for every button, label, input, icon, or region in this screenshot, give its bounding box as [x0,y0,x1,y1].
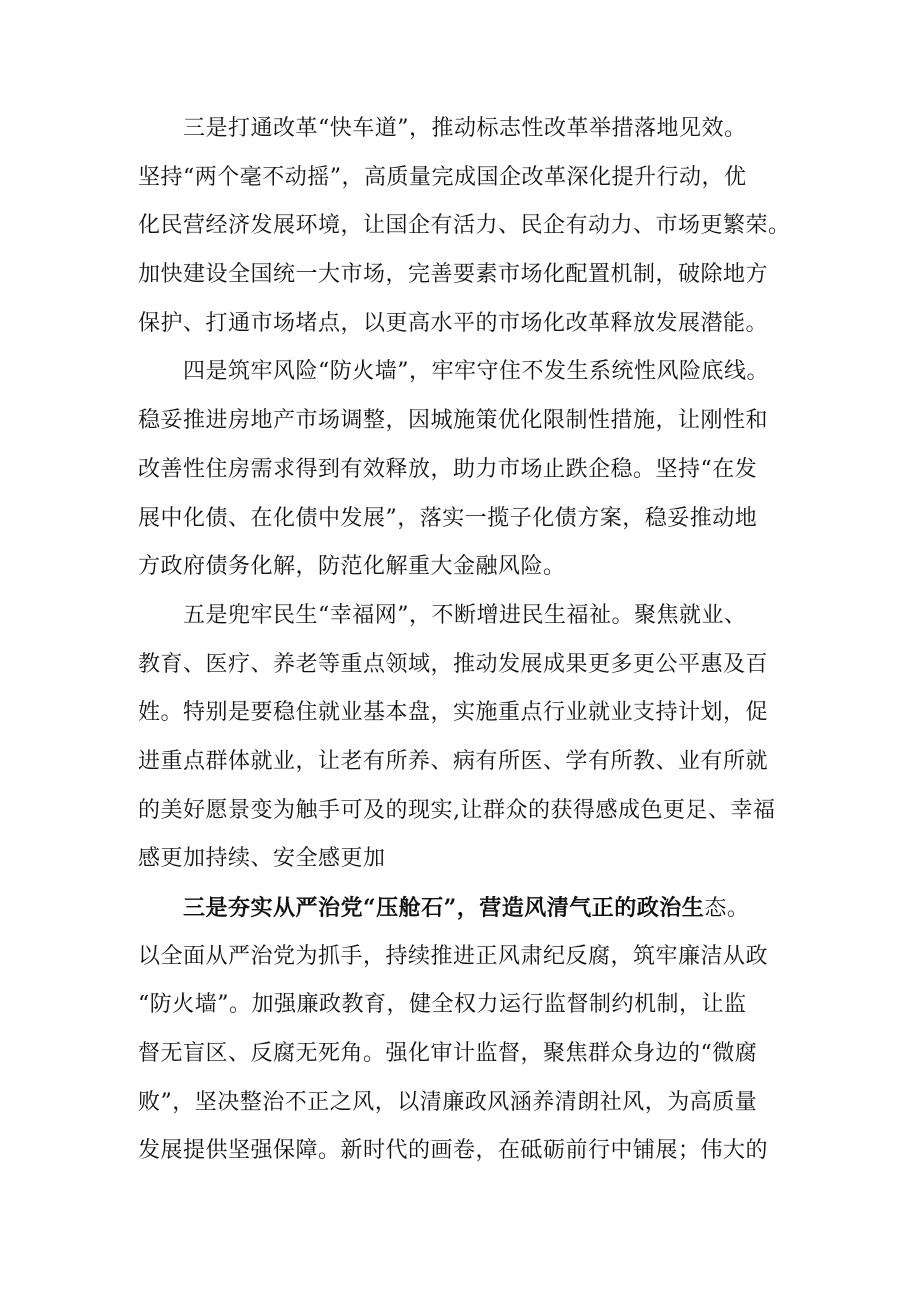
text-line: 以全面从严治党为抓手，持续推进正风肃纪反腐，筑牢廉洁从政 [138,943,769,969]
text-line: 稳妥推进房地产市场调整，因城施策优化限制性措施，让刚性和 [138,408,769,434]
text-line: 加快建设全国统一大市场，完善要素市场化配置机制，破除地方 [138,262,769,288]
paragraph-reform [138,105,803,348]
text-line: 进重点群体就业，让老有所养、病有所医、学有所教、业有所就 [138,748,769,774]
text-line: 五是兜牢民生“幸福网”，不断增进民生福祉。聚焦就业、 [183,602,747,628]
text-line: 改善性住房需求得到有效释放，助力市场止跌企稳。坚持“在发 [138,456,758,482]
paragraph-risk [138,348,803,591]
text-line: 展中化债、在化债中发展”，落实一揽子化债方案，稳妥推动地 [138,505,758,531]
text-line: 方政府债务化解，防范化解重大金融风险。 [138,554,566,580]
text-line: “防火墙”。加强廉政教育，健全权力运行监督制约机制，让监 [138,992,747,1018]
section-heading-line [138,884,803,933]
text-line: 姓。特别是要稳住就业基本盘，实施重点行业就业支持计划，促 [138,700,769,726]
section-heading: 三是夯实从严治党“压舱石”，营造风清气正的政治生 [183,895,705,921]
text-line: 督无盲区、反腐无死角。强化审计监督，聚焦群众身边的“微腐 [138,1041,758,1067]
paragraph-party-discipline [138,884,803,1176]
paragraph-livelihood [138,592,803,884]
text-line: 保护、打通市场堵点，以更高水平的市场化改革释放发展潜能。 [138,310,769,336]
text-line: 感更加持续、安全感更加 [138,846,386,872]
document-body [138,105,803,1176]
text-line: 坚持“两个毫不动摇”，高质量完成国企改革深化提升行动，优 [138,164,747,190]
text-line: 化民营经济发展环境，让国企有活力、民企有动力、市场更繁荣。 [138,213,791,239]
text-line: 教育、医疗、养老等重点领域，推动发展成果更多更公平惠及百 [138,651,769,677]
text-line: 的美好愿景变为触手可及的现实,让群众的获得感成色更足、幸福 [138,797,776,823]
text-line: 败”，坚决整治不正之风，以清廉政风涵养清朗社风，为高质量 [138,1089,758,1115]
text-line: 发展提供坚强保障。新时代的画卷，在砥砺前行中铺展；伟大的 [138,1138,769,1164]
text-line: 三是打通改革“快车道”，推动标志性改革举措落地见效。 [183,116,747,141]
text-line: 四是筑牢风险“防火墙”，牢牢守住不发生系统性风险底线。 [183,359,769,385]
section-heading-tail: 态。 [704,896,750,921]
